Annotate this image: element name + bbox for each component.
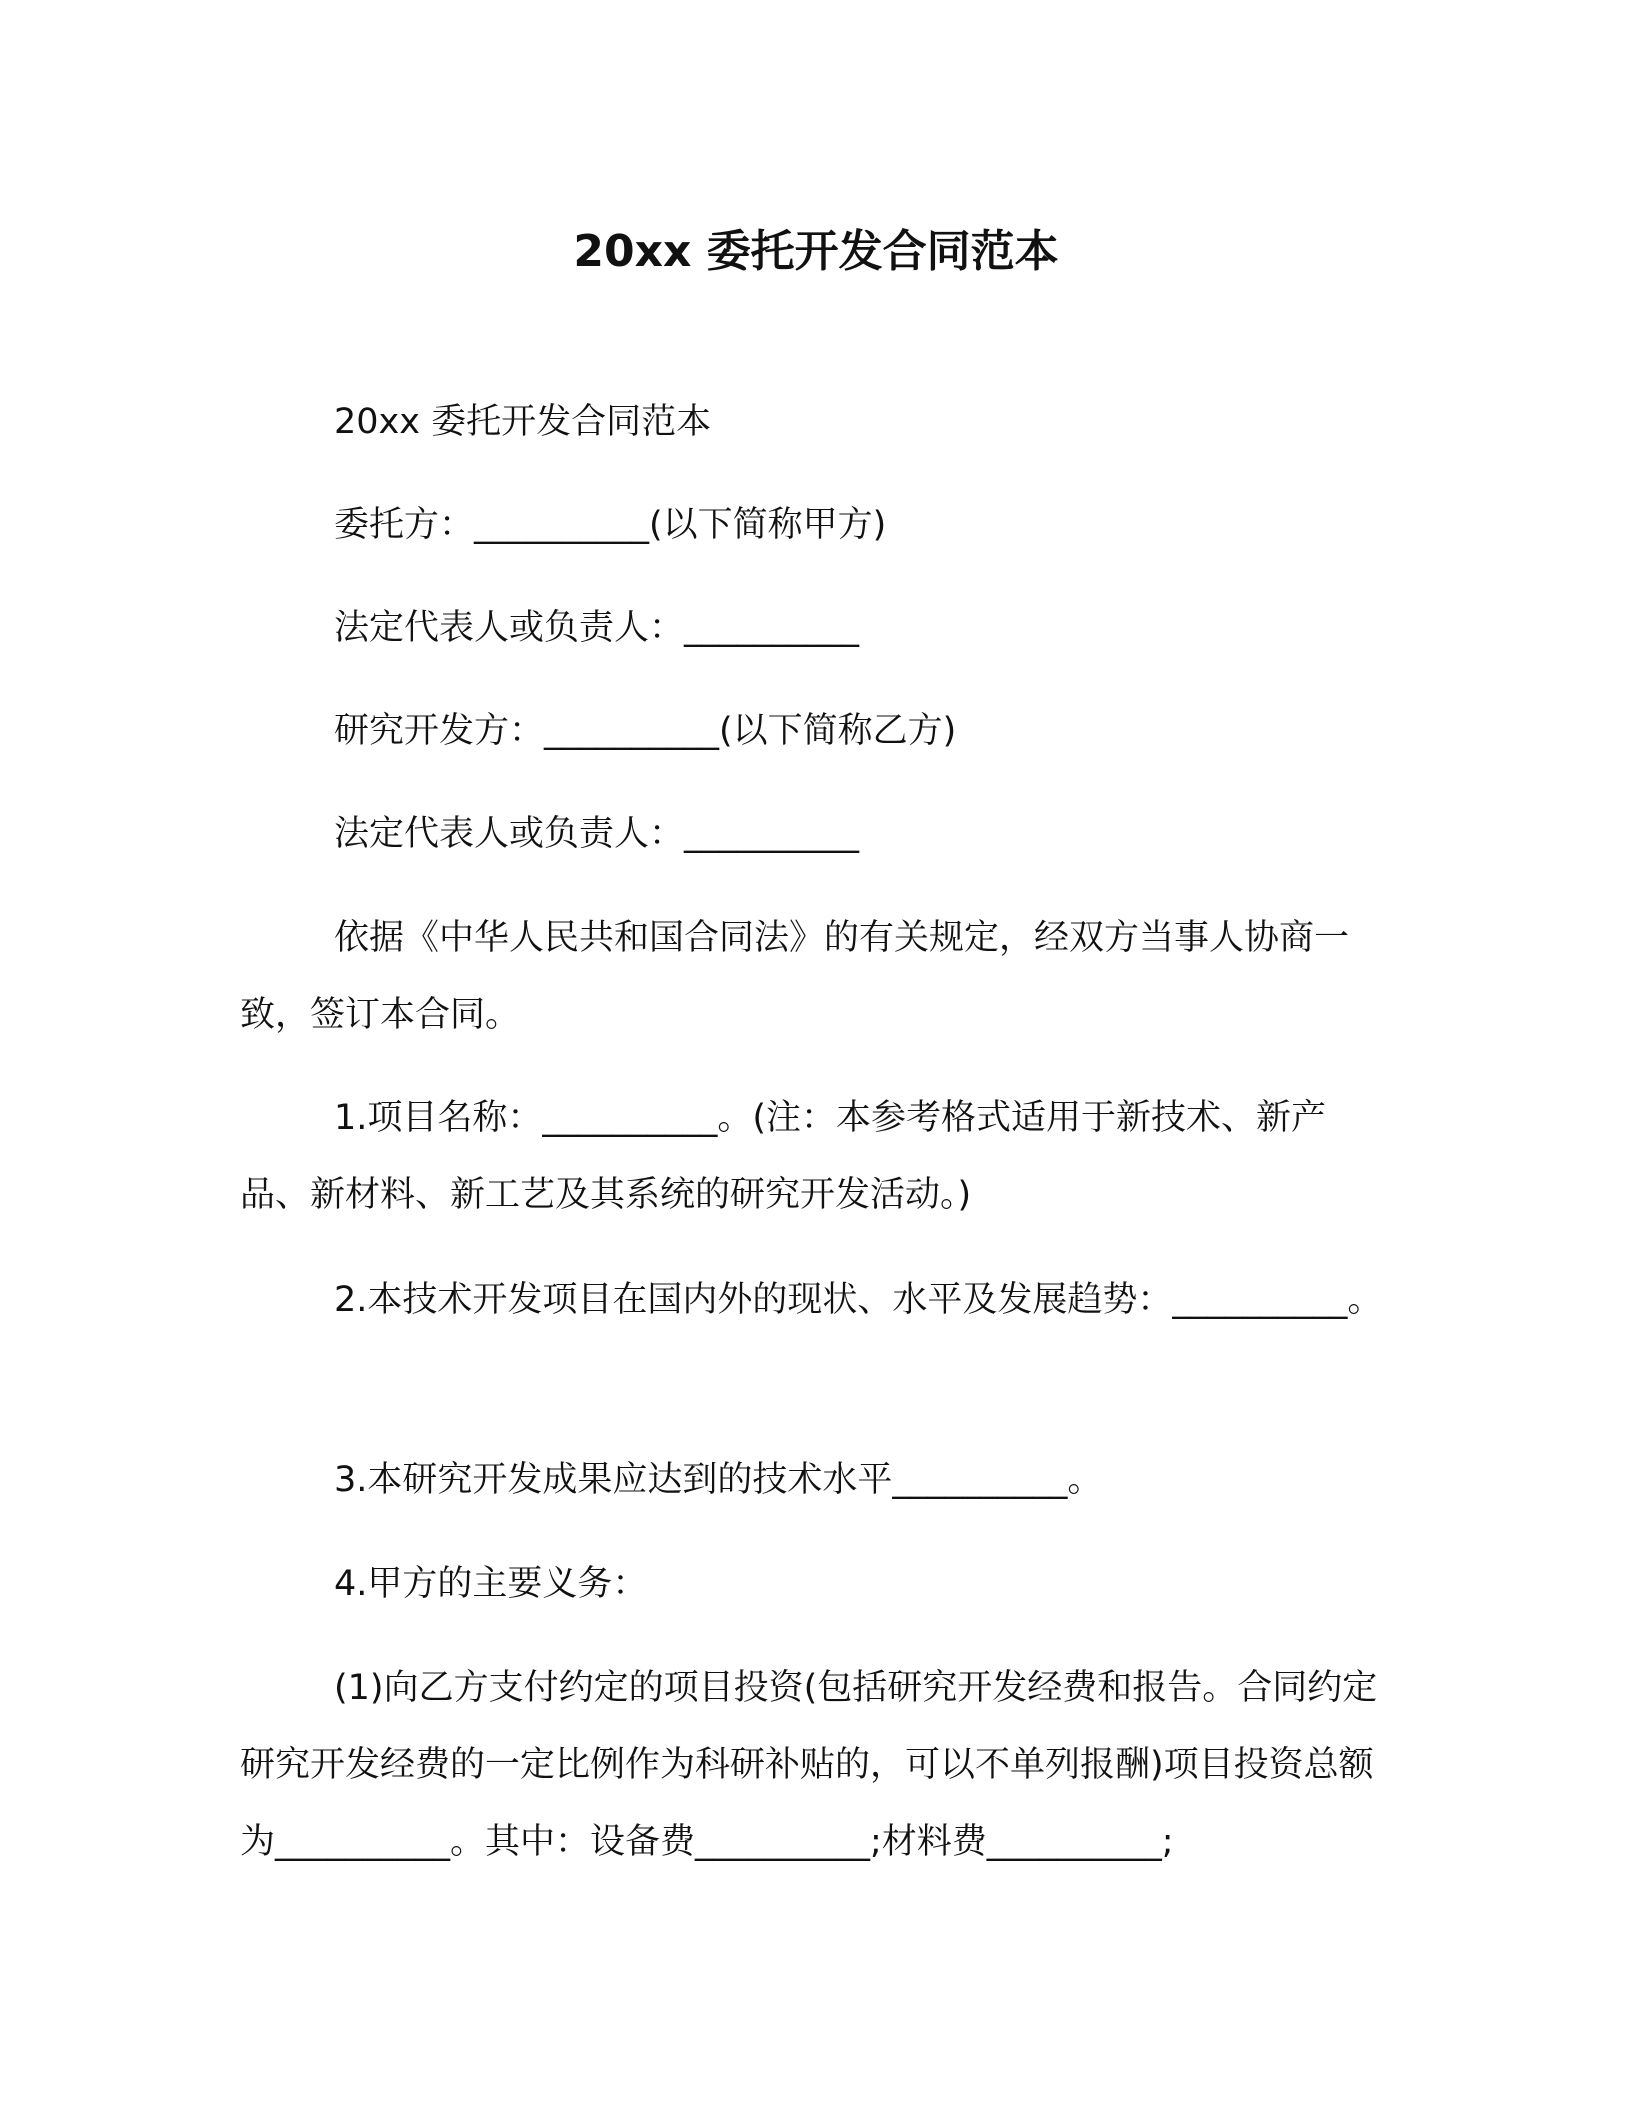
paragraph-item-4: 4.甲方的主要义务： <box>334 1564 648 1604</box>
paragraph-item-3: 3.本研究开发成果应达到的技术水平__________。 <box>334 1460 1103 1500</box>
paragraph-client-representative: 法定代表人或负责人：__________ <box>334 608 860 648</box>
paragraph-item-2: 2.本技术开发项目在国内外的现状、水平及发展趋势：__________。 <box>334 1280 1383 1320</box>
paragraph-legal-basis: 依据《中华人民共和国合同法》的有关规定，经双方当事人协商一致，签订本合同。 <box>240 918 1350 1035</box>
paragraph-item-4-1: (1)向乙方支付约定的项目投资(包括研究开发经费和报告。合同约定研究开发经费的一定比例作为科研补贴的，可以不单列报酬)项目投资总额为__________。其中：设备费__________;材料费__________; <box>240 1668 1378 1862</box>
paragraph-developer-representative: 法定代表人或负责人：__________ <box>334 814 860 854</box>
paragraph-developer: 研究开发方：__________(以下简称乙方) <box>334 711 957 751</box>
paragraph-item-1: 1.项目名称：__________。(注：本参考格式适用于新技术、新产品、新材料、新工艺及其系统的研究开发活动。) <box>240 1098 1327 1215</box>
paragraph-subtitle: 20xx 委托开发合同范本 <box>334 402 712 442</box>
paragraph-client: 委托方：__________(以下简称甲方) <box>334 505 887 545</box>
document-title: 20xx 委托开发合同范本 <box>573 226 1059 277</box>
